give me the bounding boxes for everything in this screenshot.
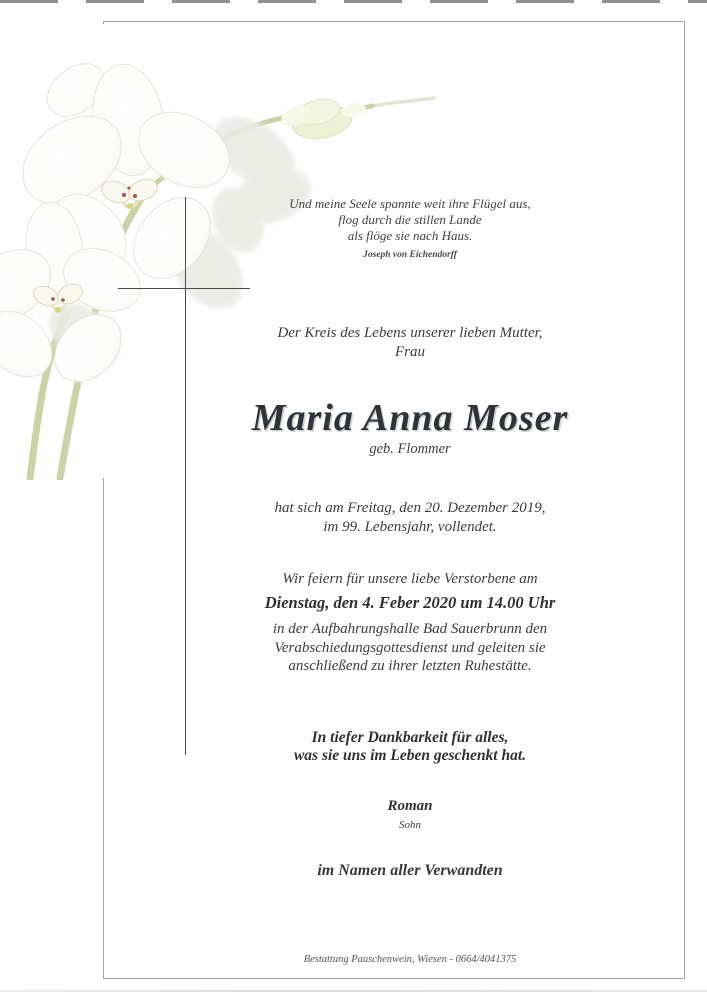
scan-edge-bottom [0, 990, 707, 992]
passing-block [110, 499, 707, 537]
poem-line: flog durch die stillen Lande [338, 212, 482, 227]
mourners-closing: im Namen aller Verwandten [317, 862, 503, 879]
intro-block [110, 324, 707, 362]
passing-line: im 99. Lebensjahr, vollendet. [323, 519, 497, 535]
maiden-name: geb. Flommer [369, 441, 451, 457]
gratitude-line: was sie uns im Leben geschenkt hat. [293, 747, 527, 764]
gratitude-block [110, 729, 707, 765]
poem-line: Und meine Seele spannte weit ihre Flügel aus, [289, 196, 531, 211]
service-intro: Wir feiern für unsere liebe Verstorbene am [282, 571, 538, 587]
mourner-relation: Sohn [399, 819, 421, 831]
poem-line: als flöge sie nach Haus. [347, 228, 473, 243]
service-detail-line: anschließend zu ihrer letzten Ruhestätte. [288, 658, 532, 674]
deceased-name: Maria Anna Moser [251, 397, 569, 439]
passing-line: hat sich am Freitag, den 20. Dezember 2019, [274, 500, 546, 516]
service-detail-line: Verabschiedungsgottesdienst und geleiten sie [274, 639, 546, 656]
poem-attribution: Joseph von Eichendorff [363, 250, 457, 260]
intro-line: Frau [395, 344, 425, 360]
intro-line: Der Kreis des Lebens unserer lieben Mutter, [277, 325, 543, 341]
poem-block [110, 196, 707, 263]
service-details [110, 620, 707, 676]
memorial-cross-horizontal-line [118, 288, 250, 289]
scan-edge-top [0, 0, 707, 3]
service-detail-line: in der Aufbahrungshalle Bad Sauerbrunn den [272, 621, 548, 637]
funeral-home-footer: Bestattung Pauschenwein, Wiesen - 0664/4041375 [303, 954, 517, 965]
service-datetime: Dienstag, den 4. Feber 2020 um 14.00 Uhr [264, 593, 556, 612]
gratitude-line: In tiefer Dankbarkeit für alles, [311, 729, 509, 746]
mourner-name: Roman [387, 798, 433, 814]
